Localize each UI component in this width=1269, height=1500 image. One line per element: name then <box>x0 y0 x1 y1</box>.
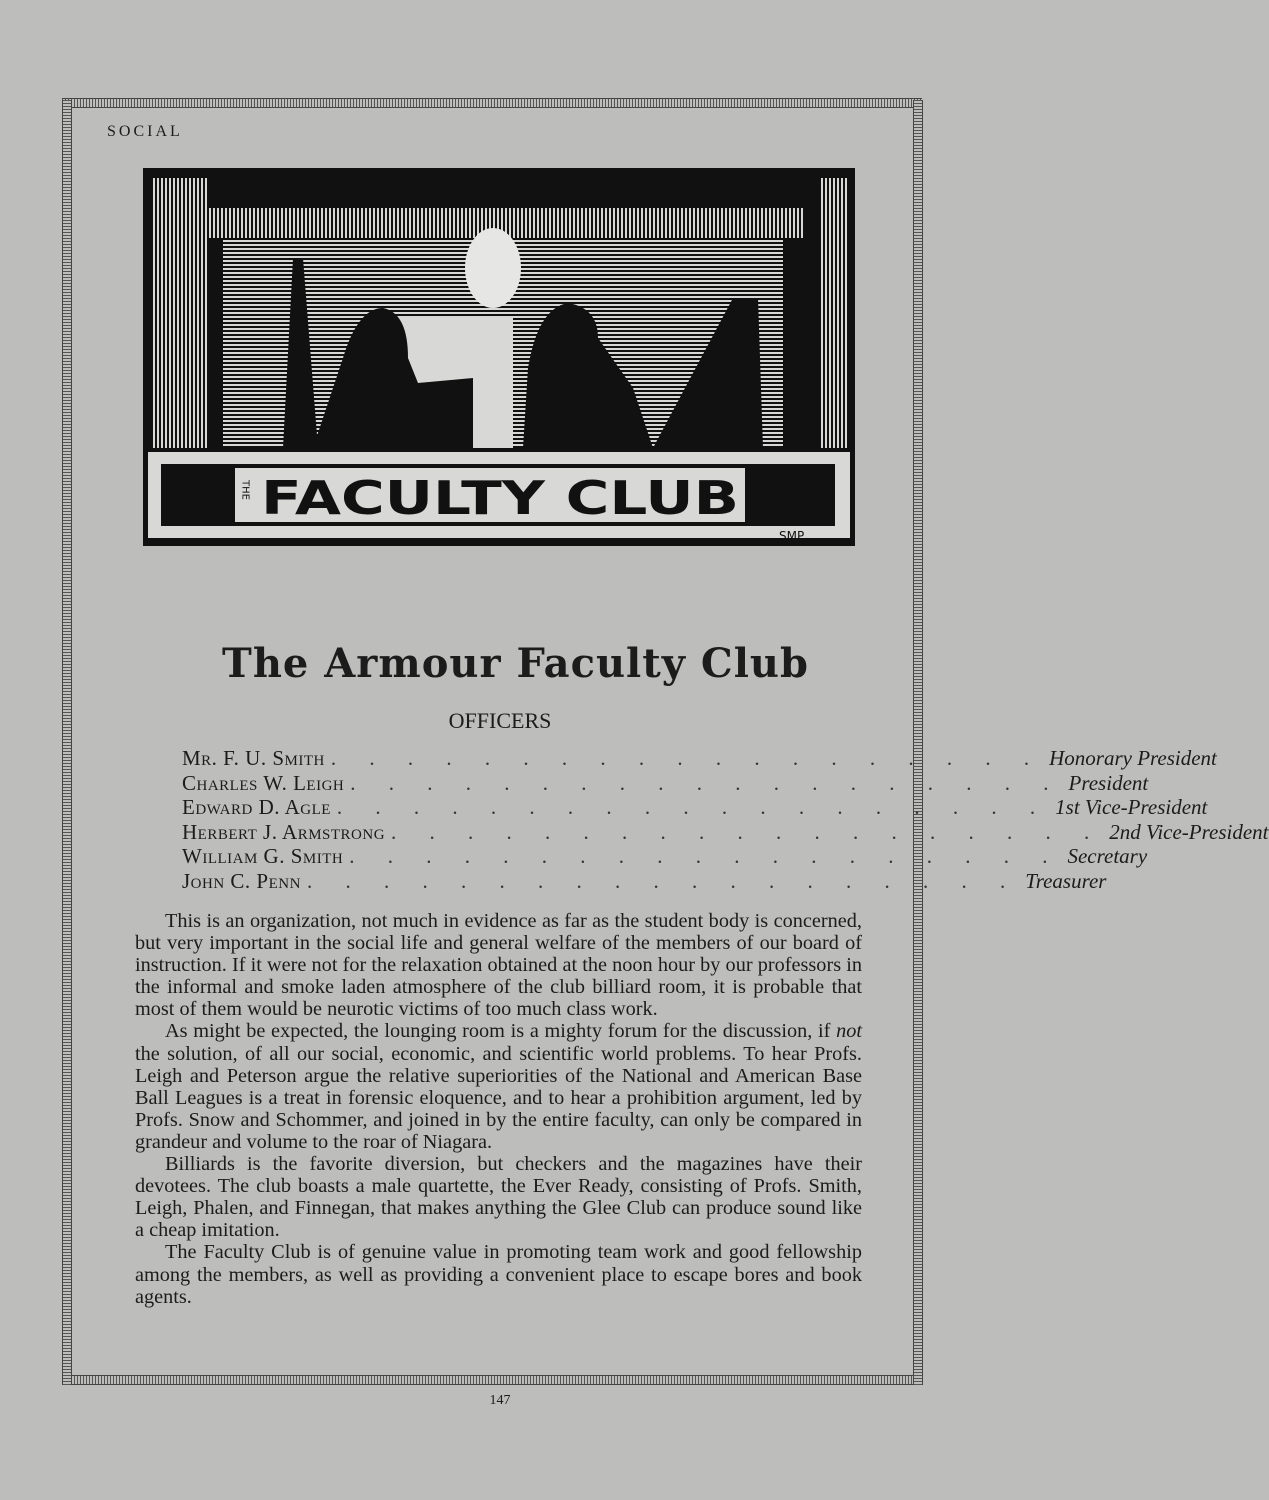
officer-row: Edward D. Agle . . . . . . . . . . . . . . . . . . . 1st Vice-President <box>182 795 1208 819</box>
banner-small-text: THE <box>239 480 251 500</box>
faculty-club-illustration <box>143 168 855 546</box>
emphasis-text: not <box>836 1020 862 1043</box>
paragraph <box>135 1020 862 1153</box>
officer-row: William G. Smith . . . . . . . . . . . . . . . . . . . Secretary <box>182 844 1148 868</box>
officer-name: Edward D. Agle <box>182 795 331 819</box>
officer-name: John C. Penn <box>182 868 301 893</box>
officer-name: Charles W. Leigh <box>182 770 345 795</box>
officer-name: William G. Smith <box>182 844 344 868</box>
officer-role: Secretary <box>1067 844 1148 868</box>
left-border-rule <box>62 100 72 1385</box>
top-border-rule <box>62 98 922 108</box>
officers-list <box>182 746 1269 893</box>
officer-row: Herbert J. Armstrong . . . . . . . . . . . . . . . . . . . 2nd Vice-President <box>182 819 1269 844</box>
officer-name: Herbert J. Armstrong <box>182 819 386 844</box>
officer-role: President <box>1068 770 1149 795</box>
officer-role: 2nd Vice-President <box>1109 819 1269 844</box>
paragraph-text: the solution, of all our social, economic, and scientific world problems. To hear Profs. Leigh and Peterson argue the relative superiorities of the National and American Base Ball Leagues is a treat in forensic eloquence, and to hear a prohibition argument, led by Profs. Snow and Schommer, and joined in by the entire faculty, can only be compared in grandeur and volume to the roar of Niagara. <box>135 1042 862 1153</box>
banner-text: FACULTY CLUB <box>261 471 739 525</box>
article-body <box>135 910 862 1308</box>
officer-role: 1st Vice-President <box>1055 795 1208 819</box>
section-label: SOCIAL <box>107 123 183 140</box>
paragraph: The Faculty Club is of genuine value in promoting team work and good fellowship among the members, as well as providing a convenient place to escape bores and book agents. <box>135 1241 862 1308</box>
page-number: 147 <box>489 1393 511 1408</box>
page-title: The Armour Faculty Club <box>222 640 809 687</box>
paragraph: This is an organization, not much in evidence as far as the student body is concerned, but very important in the social life and general welfare of the members of our board of instruction. If it were not for the relaxation obtained at the noon hour by our professors in the informal and smoke laden atmosphere of the club billiard room, it is probable that most of them would be neurotic victims of too much class work. <box>135 910 862 1021</box>
officer-role: Treasurer <box>1025 868 1107 893</box>
officer-name: Mr. F. U. Smith <box>182 746 325 770</box>
officer-role: Honorary President <box>1049 746 1217 770</box>
officer-row: Charles W. Leigh . . . . . . . . . . . . . . . . . . . President <box>182 770 1149 795</box>
bottom-border-rule <box>62 1375 922 1385</box>
paragraph-text: As might be expected, the lounging room is a mighty forum for the discussion, if <box>165 1020 837 1043</box>
officer-row: John C. Penn . . . . . . . . . . . . . . . . . . . Treasurer <box>182 868 1107 893</box>
officer-row: Mr. F. U. Smith . . . . . . . . . . . . . . . . . . . Honorary President <box>182 746 1217 770</box>
paragraph: Billiards is the favorite diversion, but checkers and the magazines have their devotees. The club boasts a male quartette, the Ever Ready, consisting of Profs. Smith, Leigh, Phalen, and Finnegan, that makes anything the Glee Club can produce sound like a cheap imitation. <box>135 1153 862 1242</box>
right-border-rule <box>913 100 923 1385</box>
artist-signature: SMP <box>779 529 805 543</box>
officers-heading: OFFICERS <box>448 708 552 733</box>
